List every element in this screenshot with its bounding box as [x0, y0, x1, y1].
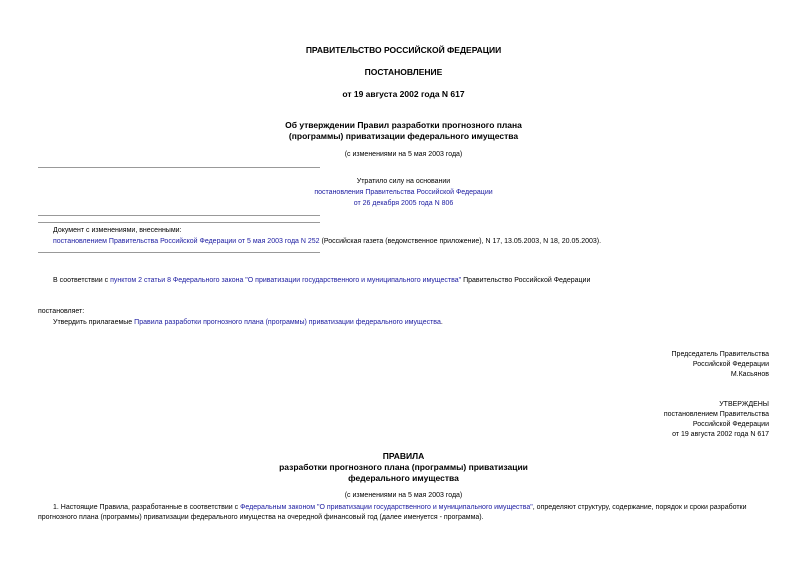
rules-title: ПРАВИЛА: [382, 451, 425, 461]
rules-paragraph-1-cont: прогнозного плана (программы) приватизации федерального имущества на очередной финансовый год (далее именуется - программа).: [38, 514, 484, 521]
doc-date-number: от 19 августа 2002 года N 617: [342, 89, 465, 99]
divider: [38, 252, 320, 253]
federal-law-link[interactable]: Федеральным законом "О приватизации государственного и муниципального имущества": [240, 504, 533, 511]
approval-line3: Российской Федерации: [692, 421, 769, 428]
changes-tail: (Российская газета (ведомственное приложение), N 17, 13.05.2003, N 18, 20.05.2003).: [319, 238, 602, 245]
repeal-link-line2[interactable]: [0, 200, 807, 207]
approval-block: [664, 400, 769, 440]
government-heading: ПРАВИТЕЛЬСТВО РОССИЙСКОЙ ФЕДЕРАЦИИ: [305, 45, 502, 55]
changes-intro: Документ с изменениями, внесенными:: [53, 227, 182, 234]
decree-word: постановляет:: [38, 308, 85, 315]
changes-link[interactable]: постановлением Правительства Российской Федерации от 5 мая 2003 года N 252: [53, 238, 320, 245]
signature-position: Председатель Правительства: [671, 351, 769, 358]
divider: [38, 167, 320, 168]
repeal-link[interactable]: постановления Правительства Российской Федерации: [314, 189, 493, 196]
law-link[interactable]: пунктом 2 статьи 8 Федерального закона "О приватизации государственного и муниципального имущества": [110, 277, 462, 284]
rules-subtitle-line1: разработки прогнозного плана (программы) приватизации: [279, 462, 528, 472]
repeal-link-line1[interactable]: [0, 189, 807, 196]
changes-paragraph: [53, 237, 601, 247]
preamble-paragraph: В соответствии с пунктом 2 статьи 8 Федерального закона "О приватизации государственного и муниципального имущества" Правительство Российской Федерации: [53, 277, 591, 284]
rules-paragraph-1: 1. Настоящие Правила, разработанные в соответствии с Федеральным законом "О приватизации государственного и муниципального имущества", определяют структуру, содержание, порядок и сроки разработки: [53, 504, 747, 511]
doc-title-line1: Об утверждении Правил разработки прогнозного плана: [285, 120, 522, 130]
signature-name: М.Касьянов: [730, 371, 769, 378]
signature-country: Российской Федерации: [692, 361, 769, 368]
rules-link[interactable]: Правила разработки прогнозного плана (программы) приватизации федерального имущества: [134, 319, 441, 326]
signature-block: [672, 350, 769, 380]
doc-type-heading: ПОСТАНОВЛЕНИЕ: [364, 67, 443, 77]
approval-word: УТВЕРЖДЕНЫ: [719, 401, 769, 408]
repeal-note: Утратило силу на основании: [356, 178, 451, 185]
rules-subtitle-line2: федерального имущества: [348, 473, 459, 483]
rules-amendments-note: (с изменениями на 5 мая 2003 года): [344, 492, 463, 499]
doc-amendments-note: (с изменениями на 5 мая 2003 года): [344, 151, 463, 158]
divider: [38, 215, 320, 216]
approval-line4: от 19 августа 2002 года N 617: [672, 431, 769, 438]
divider: [38, 222, 320, 223]
approval-line2: постановлением Правительства: [663, 411, 769, 418]
repeal-link-date[interactable]: от 26 декабря 2005 года N 806: [353, 200, 454, 207]
doc-title-line2: (программы) приватизации федерального имущества: [288, 131, 519, 141]
decree-paragraph: Утвердить прилагаемые Правила разработки прогнозного плана (программы) приватизации федерального имущества.: [53, 319, 443, 326]
